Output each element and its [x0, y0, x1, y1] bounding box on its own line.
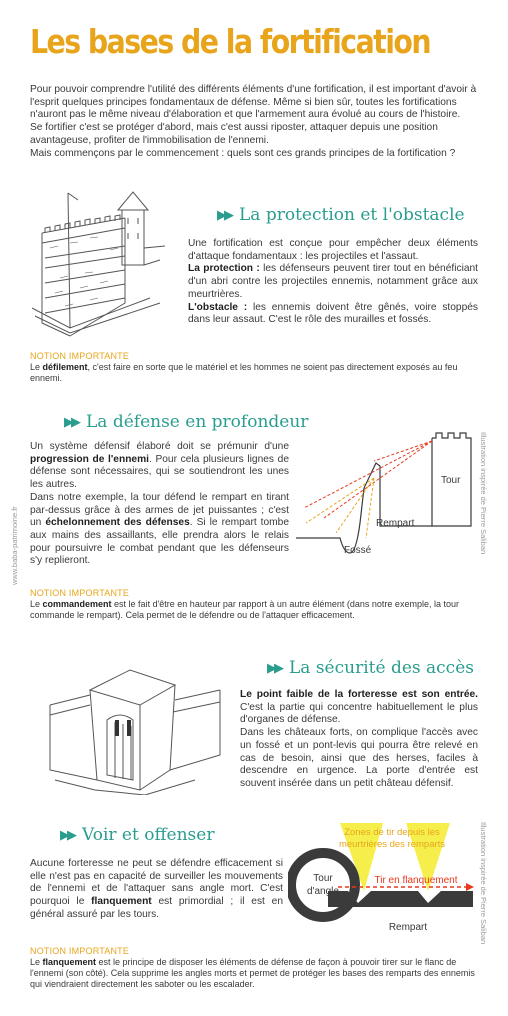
- section-heading-acces: ▶▶ La sécurité des accès: [267, 658, 474, 678]
- gatehouse-illustration: [45, 660, 225, 795]
- wall-tower-illustration: [30, 188, 170, 338]
- label-zones-line2: meurtrières des remparts: [338, 839, 446, 850]
- label-tour: Tour: [441, 475, 461, 486]
- intro-paragraph: Mais commençons par le commencement : quels sont ces grands principes de la fortification ?: [30, 147, 456, 159]
- section-heading-profondeur: ▶▶ La défense en profondeur: [64, 412, 309, 432]
- notion-label: NOTION IMPORTANTE: [30, 351, 130, 361]
- label-fosse: Fossé: [344, 545, 372, 556]
- illustration-credit: Illustration inspirée de Pierre Saliban: [479, 432, 488, 555]
- offenser-text: Aucune forteresse ne peut se défendre efficacement si elle n'est pas en capacité de surveiller les mouvements de l'ennemi et de l'attaquer sans angle mort. C'est pourquoi le flanquement est primordial ; il est en général assuré par les tours.: [30, 858, 283, 920]
- label-rempart: Rempart: [376, 518, 415, 529]
- notion-label: NOTION IMPORTANTE: [30, 588, 130, 598]
- double-chevron-icon: ▶▶: [60, 828, 74, 843]
- section-heading-offenser: ▶▶ Voir et offenser: [60, 825, 215, 845]
- page-title: Les bases de la fortification: [30, 22, 430, 61]
- defense-depth-diagram: [296, 428, 476, 563]
- label-tour-angle-line1: Tour: [313, 873, 333, 884]
- label-rempart: Rempart: [388, 922, 428, 933]
- flanking-diagram: [288, 815, 483, 940]
- label-flanquement: Tir en flanquement: [374, 875, 458, 886]
- double-chevron-icon: ▶▶: [64, 415, 78, 430]
- double-chevron-icon: ▶▶: [217, 208, 231, 223]
- label-zones-line1: Zones de tir depuis les: [344, 827, 440, 838]
- double-chevron-icon: ▶▶: [267, 661, 281, 676]
- site-url: www.baba-patrimoine.fr: [10, 506, 19, 585]
- label-tour-angle-line2: d'angle: [307, 886, 339, 897]
- intro-paragraph: Pour pouvoir comprendre l'utilité des différents éléments d'une fortification, il est important d'avoir à l'esprit quelques principes fondamentaux de défense. Même si bien sûr, toutes les fortifications n'auront pas le même niveau d'élaboration et que l'armement aura évolué au cours de l'histoire.: [30, 84, 477, 121]
- intro-paragraph: Se fortifier c'est se protéger d'abord, mais c'est aussi riposter, attaquer depuis une position avantageuse, profiter de l'immobilisation de l'ennemi.: [30, 122, 438, 146]
- notion-text: Le défilement, c'est faire en sorte que le matériel et les hommes ne soient pas directement exposés au feu ennemi.: [30, 362, 458, 383]
- protection-text: Une fortification est conçue pour empêcher deux éléments d'attaque fondamentaux : les projectiles et l'assaut. La protection : les défenseurs peuvent tirer tout en bénéficiant d'un abri contre les projectiles ennemis, notamment grâce aux meurtrières. L'obstacle : les ennemis doivent être gênés, voire stoppés dans leur assaut. C'est le rôle des murailles et fossés.: [188, 238, 479, 326]
- acces-text: Le point faible de la forteresse est son entrée. C'est la partie qui concentre habituellement le plus d'organes de défense. Dans les châteaux forts, on complique l'accès avec un fossé et un pont-levis qui pourra être relevé en cas de besoin, ainsi que des herses, faciles à descendre en urgence. La porte d'entrée est souvent insérée dans un petit château défensif.: [240, 689, 478, 789]
- profondeur-text: Un système défensif élaboré doit se prémunir d'une progression de l'ennemi. Pour cela plusieurs lignes de défense sont nécessaires, qui se soutiendront les unes les autres. Dans notre exemple, la tour défend le rempart en tirant par-dessus grâce à des armes de jet puissantes ; c'est un échelonnement des défenses. Si le rempart tombe aux mains des assaillants, elle prendra alors le relais pour poursuivre le combat pendant que les défenseurs s'y replieront.: [30, 441, 289, 567]
- notion-text: Le flanquement est le principe de disposer les éléments de défense de façon à pouvoir tirer sur le flanc de l'ennemi (son côté). Cela supprime les angles morts et permet de protéger les bases des remparts des ennemis qui viendraient directement les saboter ou les escalader.: [30, 957, 475, 989]
- illustration-credit: Illustration inspirée de Pierre Saliban: [479, 822, 488, 945]
- notion-label: NOTION IMPORTANTE: [30, 946, 130, 956]
- section-heading-protection: ▶▶ La protection et l'obstacle: [217, 205, 465, 225]
- intro: [30, 84, 480, 160]
- notion-text: Le commandement est le fait d'être en hauteur par rapport à un autre élément (dans notre exemple, la tour commande le rempart). Cela permet de le défendre ou de l'attaquer efficacement.: [30, 599, 459, 620]
